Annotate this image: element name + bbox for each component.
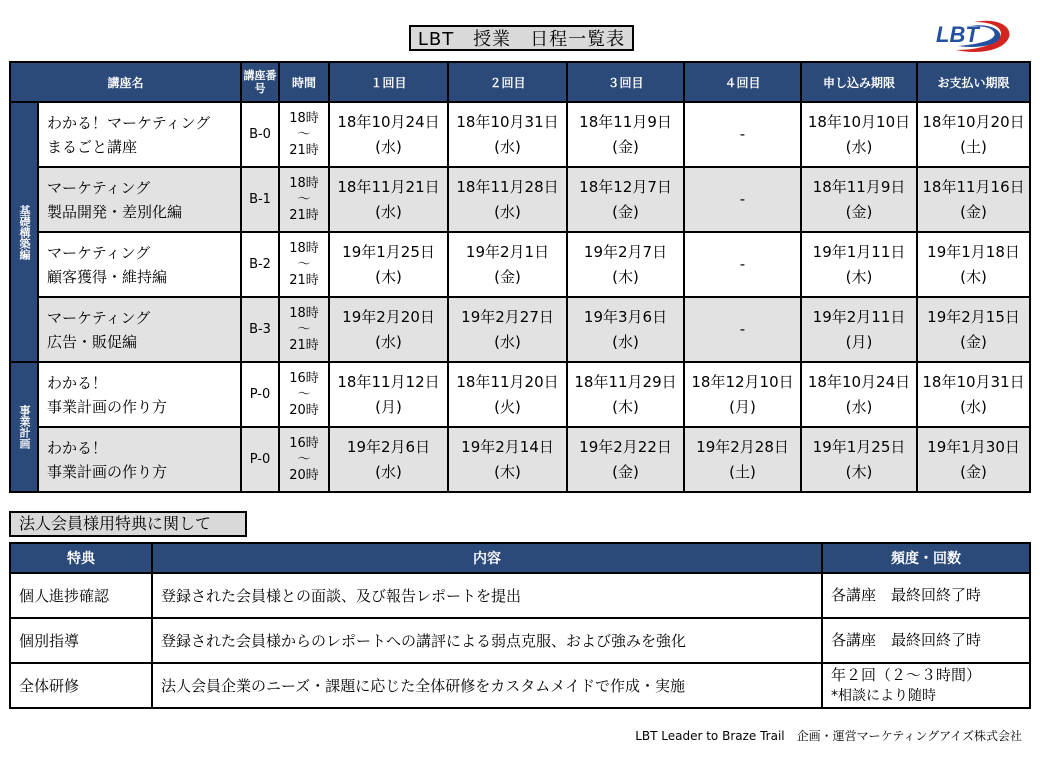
benefit-row [10,573,1030,618]
course-code: B-2 [241,232,279,297]
header-payment-deadline: お支払い期限 [917,62,1030,102]
header-course-name: 講座名 [10,62,241,102]
date-round-3: 19年3月6日 (水) [567,297,684,362]
group-business: 事業計画 [10,362,38,492]
course-name: マーケティング 広告・販促編 [38,297,241,362]
course-code: P-0 [241,427,279,492]
date-round-3: 19年2月7日 (木) [567,232,684,297]
date-round-3: 19年2月22日 (金) [567,427,684,492]
date-round-3: 18年12月7日 (金) [567,167,684,232]
date-round-1: 19年1月25日 (木) [329,232,448,297]
benefit-content: 法人会員企業のニーズ・課題に応じた全体研修をカスタムメイドで作成・実施 [152,663,822,708]
header-round-1: １回目 [329,62,448,102]
date-round-3: 18年11月29日 (木) [567,362,684,427]
schedule-row [10,362,1030,427]
date-round-1: 18年11月12日 (月) [329,362,448,427]
apply-deadline: 19年2月11日 (月) [801,297,917,362]
header-course-code: 講座番号 [241,62,279,102]
benefits-title: 法人会員様用特典に関して [9,511,247,537]
apply-deadline: 18年11月9日 (金) [801,167,917,232]
course-code: B-1 [241,167,279,232]
header-time: 時間 [279,62,329,102]
header-round-4: ４回目 [684,62,801,102]
logo-text: LBT [936,22,979,47]
header-benefit: 特典 [10,543,152,573]
course-name: わかる！ 事業計画の作り方 [38,362,241,427]
apply-deadline: 19年1月11日 (木) [801,232,917,297]
apply-deadline: 18年10月10日 (水) [801,102,917,167]
header-round-2: ２回目 [448,62,567,102]
payment-deadline: 19年1月30日 (金) [917,427,1030,492]
course-time: 18時 〜 21時 [279,167,329,232]
date-round-4: - [684,167,801,232]
date-round-4: - [684,232,801,297]
apply-deadline: 18年10月24日 (水) [801,362,917,427]
benefit-content: 登録された会員様との面談、及び報告レポートを提出 [152,573,822,618]
footer-credit: LBT Leader to Braze Trail 企画・運営マーケティングアイズ株式会社 [635,729,1022,743]
benefit-name: 個別指導 [10,618,152,663]
header-apply-deadline: 申し込み期限 [801,62,917,102]
date-round-3: 18年11月9日 (金) [567,102,684,167]
date-round-1: 18年10月24日 (水) [329,102,448,167]
benefit-frequency: 年２回（２〜３時間） *相談により随時 [822,663,1030,708]
page-title: LBT 授業 日程一覧表 [409,25,634,51]
date-round-4: - [684,297,801,362]
course-time: 18時 〜 21時 [279,297,329,362]
date-round-2: 18年10月31日 (水) [448,102,567,167]
header-content: 内容 [152,543,822,573]
course-code: B-0 [241,102,279,167]
header-frequency: 頻度・回数 [822,543,1030,573]
date-round-2: 18年11月20日 (火) [448,362,567,427]
date-round-2: 19年2月1日 (金) [448,232,567,297]
benefit-frequency: 各講座 最終回終了時 [822,618,1030,663]
payment-deadline: 19年2月15日 (金) [917,297,1030,362]
payment-deadline: 18年11月16日 (金) [917,167,1030,232]
date-round-4: 19年2月28日 (土) [684,427,801,492]
course-name: マーケティング 製品開発・差別化編 [38,167,241,232]
payment-deadline: 18年10月31日 (水) [917,362,1030,427]
schedule-row [10,167,1030,232]
benefits-header-row [10,543,1030,573]
date-round-1: 19年2月20日 (水) [329,297,448,362]
course-name: マーケティング 顧客獲得・維持編 [38,232,241,297]
schedule-row [10,102,1030,167]
payment-deadline: 19年1月18日 (木) [917,232,1030,297]
header-round-3: ３回目 [567,62,684,102]
group-basic: 基礎構築編 [10,102,38,362]
course-time: 16時 〜 20時 [279,427,329,492]
course-time: 16時 〜 20時 [279,362,329,427]
benefit-row [10,618,1030,663]
date-round-4: 18年12月10日 (月) [684,362,801,427]
date-round-4: - [684,102,801,167]
date-round-2: 18年11月28日 (水) [448,167,567,232]
lbt-logo [934,14,1016,56]
apply-deadline: 19年1月25日 (木) [801,427,917,492]
course-name: わかる！ 事業計画の作り方 [38,427,241,492]
course-name: わかる！マーケティング まるごと講座 [38,102,241,167]
date-round-1: 19年2月6日 (水) [329,427,448,492]
course-time: 18時 〜 21時 [279,102,329,167]
benefit-row [10,663,1030,708]
date-round-1: 18年11月21日 (水) [329,167,448,232]
course-code: B-3 [241,297,279,362]
date-round-2: 19年2月14日 (木) [448,427,567,492]
benefit-frequency: 各講座 最終回終了時 [822,573,1030,618]
benefits-table [9,542,1031,709]
schedule-row [10,232,1030,297]
schedule-row [10,427,1030,492]
date-round-2: 19年2月27日 (水) [448,297,567,362]
schedule-header-row [10,62,1030,102]
schedule-table [9,61,1031,493]
schedule-row [10,297,1030,362]
benefit-name: 個人進捗確認 [10,573,152,618]
benefit-name: 全体研修 [10,663,152,708]
benefit-content: 登録された会員様からのレポートへの講評による弱点克服、および強みを強化 [152,618,822,663]
course-time: 18時 〜 21時 [279,232,329,297]
payment-deadline: 18年10月20日 (土) [917,102,1030,167]
course-code: P-0 [241,362,279,427]
